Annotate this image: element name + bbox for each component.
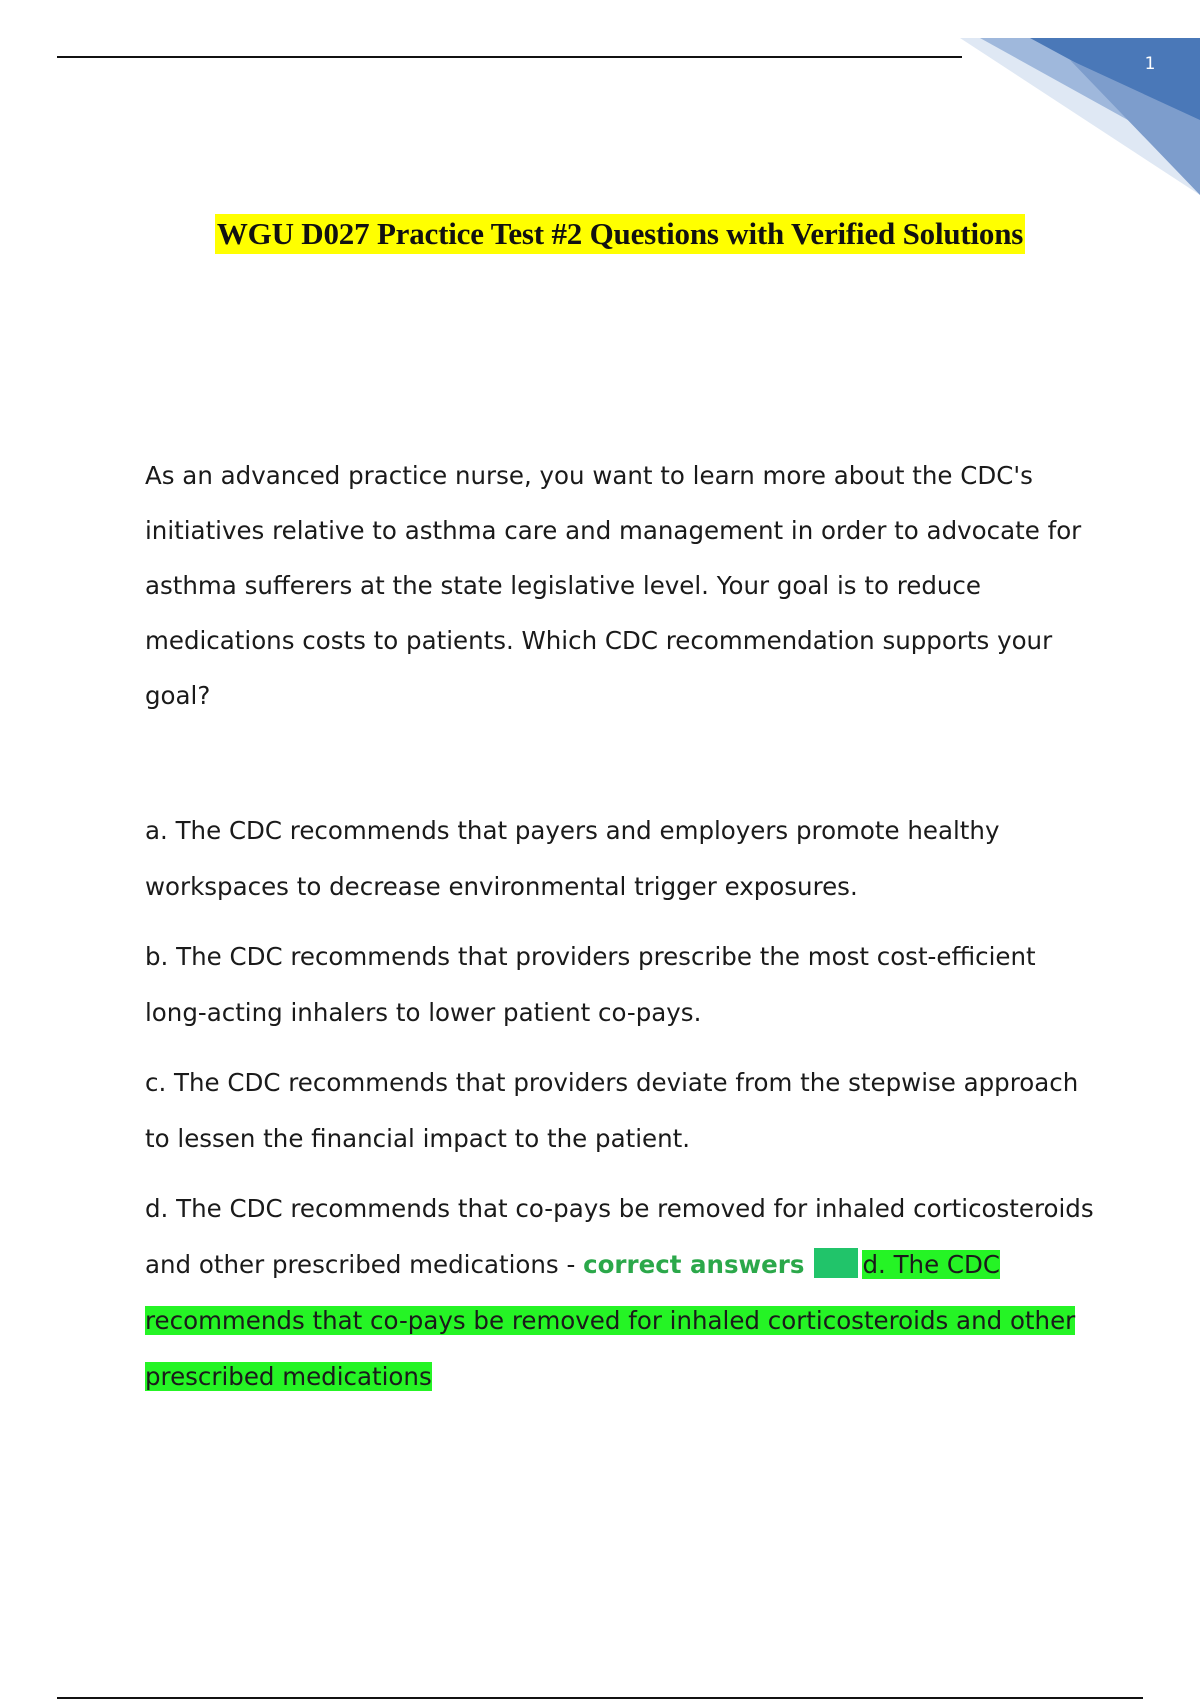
header-rule [57,56,962,58]
footer-rule [57,1697,1143,1699]
answer-options [145,803,1095,1405]
question-block [145,448,1095,1419]
option-d [145,1181,1095,1405]
title-container [0,214,1200,254]
correct-answers-label: correct answers [583,1250,805,1279]
correct-answer-text: d. The CDC recommends that co-pays be removed for inhaled corticosteroids and other prescribed medications [145,1250,1076,1391]
question-text: As an advanced practice nurse, you want to learn more about the CDC's initiatives relative to asthma care and management in order to advocate for asthma sufferers at the state legislative level. Your goal is to reduce medications costs to patients. Which CDC recommendation supports your goal? [145,461,1082,710]
option-a: a. The CDC recommends that payers and employers promote healthy workspaces to decrease environmental trigger exposures. [145,816,1000,901]
option-b: b. The CDC recommends that providers prescribe the most cost-efficient long-acting inhalers to lower patient co-pays. [145,942,1036,1027]
option-d-text: d. The CDC recommends that co-pays be removed for inhaled corticosteroids and other prescribed medications - [145,1194,1094,1279]
corner-decoration [960,0,1200,210]
page-number: 1 [1144,54,1156,74]
document-title: WGU D027 Practice Test #2 Questions with Verified Solutions [215,214,1025,254]
option-c: c. The CDC recommends that providers deviate from the stepwise approach to lessen the financial impact to the patient. [145,1068,1079,1153]
highlight-swatch [814,1248,858,1278]
